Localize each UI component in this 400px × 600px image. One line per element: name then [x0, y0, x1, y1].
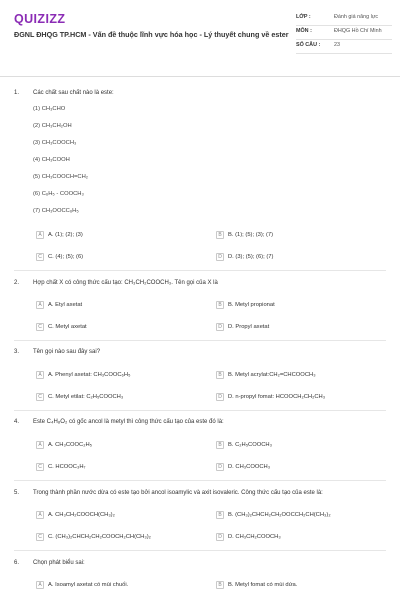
list-item: (2) CH₃CH₂OH: [33, 123, 72, 129]
answer-letter-box: D: [216, 323, 224, 331]
answer-letter-box: D: [216, 253, 224, 261]
answer-option[interactable]: [36, 509, 115, 520]
answer-letter-box: B: [216, 231, 224, 239]
answer-letter-box: B: [216, 301, 224, 309]
answer-option[interactable]: [216, 321, 269, 332]
question-number: 1.: [14, 90, 20, 96]
answer-text: B. C₂H₅COOCH₃: [228, 441, 272, 448]
answer-letter-box: A: [36, 441, 44, 449]
answer-option[interactable]: [216, 531, 281, 542]
answer-letter-box: A: [36, 511, 44, 519]
answer-text: D. n-propyl fomat: HCOOCH₂CH₂CH₃: [228, 393, 326, 400]
answer-letter-box: A: [36, 231, 44, 239]
answer-option[interactable]: [216, 369, 316, 380]
answer-letter-box: C: [36, 533, 44, 541]
answer-letter-box: D: [216, 393, 224, 401]
meta-value: 23: [334, 42, 340, 48]
answer-text: A. Isoamyl axetat có mùi chuối.: [48, 581, 129, 588]
question-text: Este C₄H₈O₂ có gốc ancol là metyl thì công thức cấu tạo của este đó là:: [33, 419, 224, 425]
list-item: (6) C₆H₅ - COOCH₃: [33, 191, 84, 197]
answer-text: C. (CH₃)₂CHCH₂CH₂COOCH₂CH(CH₃)₂: [48, 533, 151, 540]
answer-letter-box: A: [36, 581, 44, 589]
answer-option[interactable]: [216, 579, 297, 590]
meta-row-count: [296, 40, 392, 54]
answer-option[interactable]: [36, 321, 87, 332]
list-item: (3) CH₃COOCH₃: [33, 140, 77, 146]
answer-option[interactable]: [216, 509, 331, 520]
question-text: Tên gọi nào sau đây sai?: [33, 349, 101, 355]
answer-text: D. (3); (5); (6); (7): [228, 253, 274, 260]
answer-option[interactable]: [216, 391, 325, 402]
meta-row-class: [296, 12, 392, 26]
question-text: Chọn phát biểu sai:: [33, 560, 85, 566]
question-number: 4.: [14, 419, 20, 425]
question-divider: [14, 480, 386, 481]
answer-option[interactable]: [36, 369, 130, 380]
answer-text: C. Metyl axetat: [48, 323, 87, 330]
meta-label: MÔN :: [296, 28, 312, 34]
answer-text: A. CH₃CH₂COOCH(CH₃)₂: [48, 511, 115, 518]
answer-option[interactable]: [36, 391, 123, 402]
answer-option[interactable]: [36, 461, 86, 472]
answer-letter-box: A: [36, 371, 44, 379]
answer-text: D. CH₃CH₂COOCH₃: [228, 533, 281, 540]
question-text: Trong thành phần nước dừa có este tạo bởi ancol isoamylic và axit isovaleric. Công thức cấu tạo của este là:: [33, 490, 323, 496]
answer-option[interactable]: [216, 251, 273, 262]
meta-row-subject: [296, 26, 392, 40]
answer-letter-box: C: [36, 253, 44, 261]
answer-option[interactable]: [216, 229, 273, 240]
meta-value: Đánh giá năng lực: [334, 14, 379, 20]
answer-option[interactable]: [36, 579, 128, 590]
answer-text: C. Metyl etilat: C₂H₅COOCH₃: [48, 393, 124, 400]
answer-text: B. (CH₃)₂CHCH₂CH₂OOCCH₂CH(CH₃)₂: [228, 511, 331, 518]
answer-letter-box: C: [36, 463, 44, 471]
answer-text: B. Metyl propionat: [228, 301, 275, 308]
answer-option[interactable]: [216, 439, 272, 450]
answer-letter-box: D: [216, 463, 224, 471]
answer-letter-box: B: [216, 511, 224, 519]
question-text: Các chất sau chất nào là este:: [33, 90, 114, 96]
answer-option[interactable]: [36, 299, 82, 310]
question-divider: [14, 550, 386, 551]
answer-option[interactable]: [36, 251, 83, 262]
answer-text: A. (1); (2); (3): [48, 231, 83, 238]
list-item: (5) CH₃COOCH=CH₂: [33, 174, 89, 180]
answer-option[interactable]: [36, 531, 151, 542]
meta-label: SỐ CÂU :: [296, 42, 321, 48]
answer-option[interactable]: [36, 439, 92, 450]
question-divider: [14, 270, 386, 271]
answer-option[interactable]: [36, 229, 83, 240]
answer-letter-box: B: [216, 441, 224, 449]
answer-text: B. Metyl acrylat:CH₂=CHCOOCH₃: [228, 371, 316, 378]
answer-letter-box: A: [36, 301, 44, 309]
question-text: Hợp chất X có công thức cấu tạo: CH₃CH₂COOCH₃. Tên gọi của X là: [33, 280, 218, 286]
answer-text: C. (4); (5); (6): [48, 253, 84, 260]
answer-letter-box: C: [36, 393, 44, 401]
question-number: 3.: [14, 349, 20, 355]
answer-letter-box: B: [216, 371, 224, 379]
answer-text: B. Metyl fomat có mùi dứa.: [228, 581, 298, 588]
worksheet-title: ĐGNL ĐHQG TP.HCM - Vấn đề thuộc lĩnh vực hóa học - Lý thuyết chung về ester: [14, 30, 289, 39]
question-number: 5.: [14, 490, 20, 496]
answer-letter-box: C: [36, 323, 44, 331]
meta-label: LỚP :: [296, 14, 311, 20]
answer-text: C. HCOOC₃H₇: [48, 463, 86, 470]
question-divider: [14, 340, 386, 341]
answer-text: D. CH₃COOCH₃: [228, 463, 271, 470]
question-number: 2.: [14, 280, 20, 286]
answer-option[interactable]: [216, 461, 270, 472]
meta-table: [296, 12, 392, 54]
answer-text: A. Phenyl axetat: CH₃COOC₆H₅: [48, 371, 131, 378]
question-divider: [14, 410, 386, 411]
answer-letter-box: D: [216, 533, 224, 541]
list-item: (4) CH₃COOH: [33, 157, 70, 163]
answer-text: A. CH₃COOC₂H₅: [48, 441, 92, 448]
quizizz-logo: QUIZIZZ: [14, 12, 66, 26]
answer-letter-box: B: [216, 581, 224, 589]
answer-option[interactable]: [216, 299, 275, 310]
list-item: (7) CH₃OOCC₆H₅: [33, 208, 79, 214]
answer-text: B. (1); (5); (3); (7): [228, 231, 274, 238]
meta-value: ĐHQG Hồ Chí Minh: [334, 28, 382, 34]
worksheet-header: [0, 0, 400, 77]
question-number: 6.: [14, 560, 20, 566]
answer-text: A. Etyl axetat: [48, 301, 83, 308]
answer-text: D. Propyl axetat: [228, 323, 270, 330]
list-item: (1) CH₃CHO: [33, 106, 66, 112]
